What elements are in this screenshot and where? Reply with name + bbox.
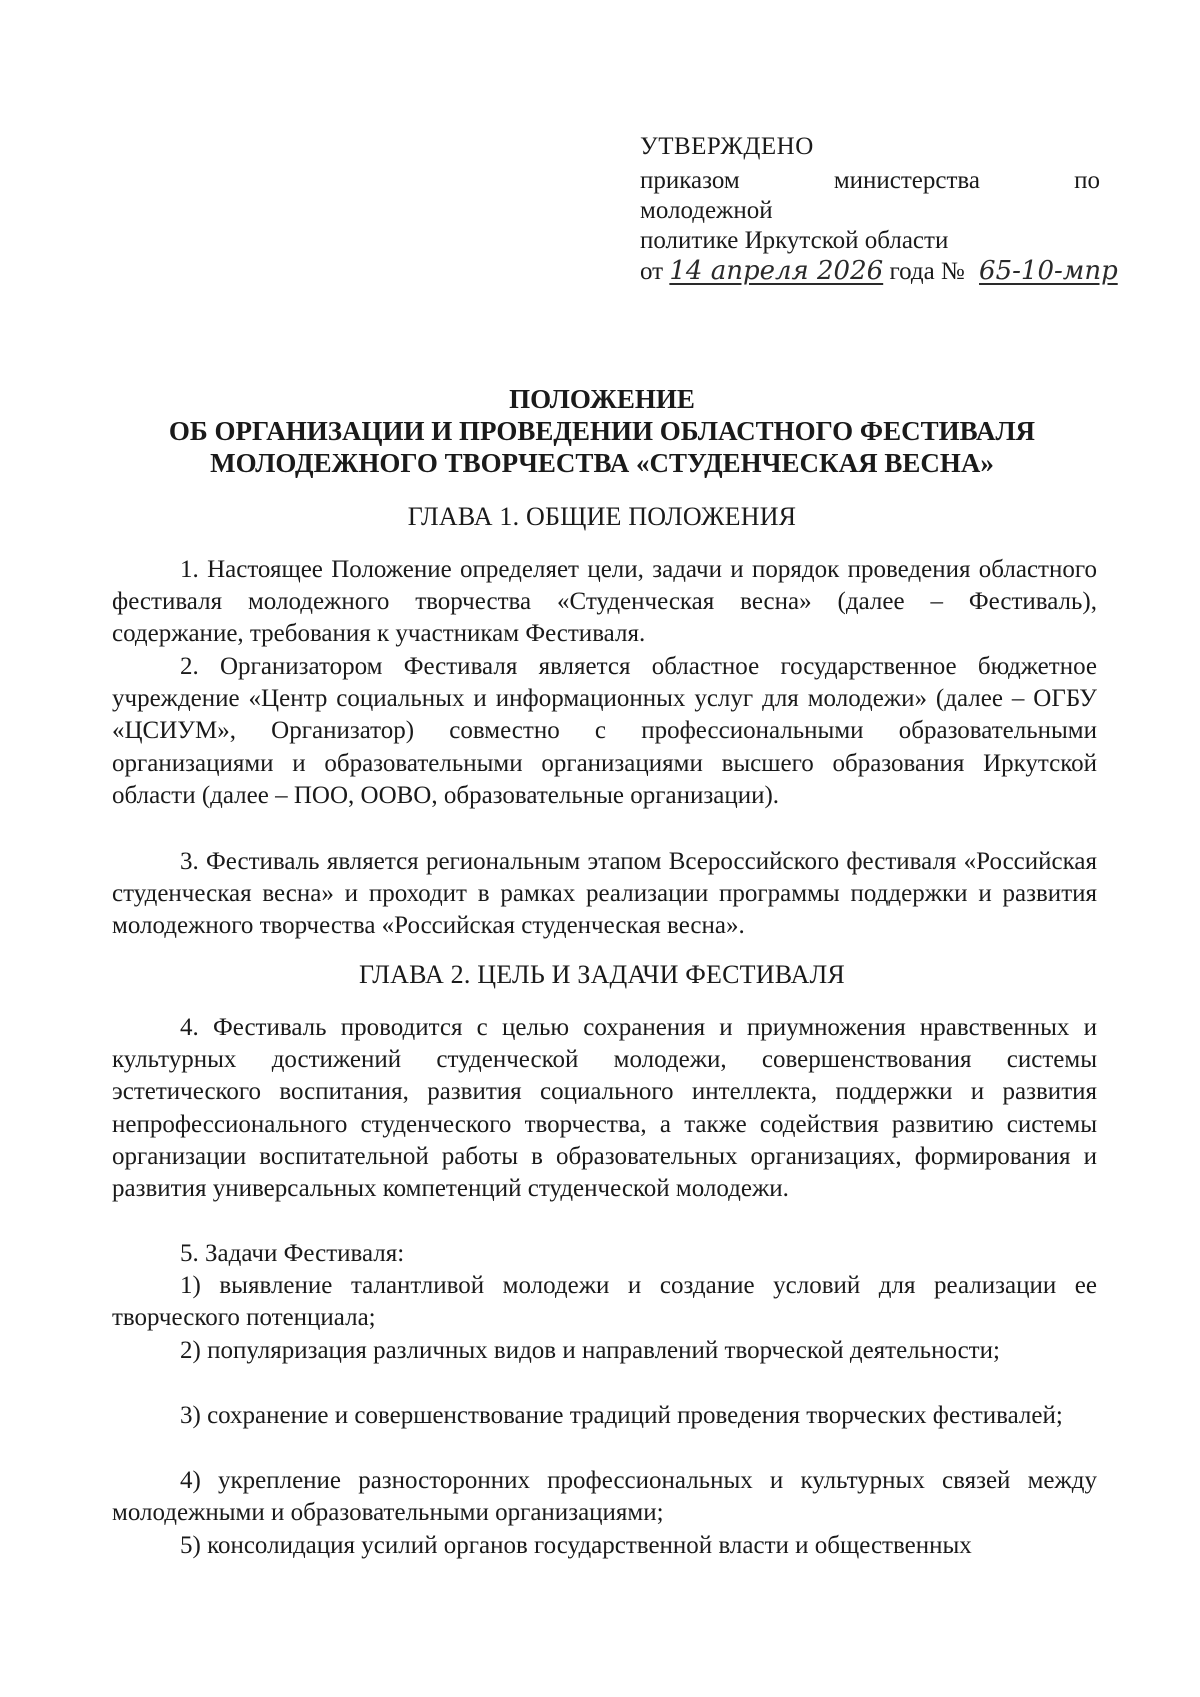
chapter-2-title: ГЛАВА 2. ЦЕЛЬ И ЗАДАЧИ ФЕСТИВАЛЯ: [359, 960, 845, 989]
heading-line-1: ПОЛОЖЕНИЕ: [509, 384, 695, 414]
approval-youth-line: молодежной: [640, 197, 773, 224]
heading-line-2: ОБ ОРГАНИЗАЦИИ И ПРОВЕДЕНИИ ОБЛАСТНОГО ФЕСТИВАЛЯ: [168, 416, 1036, 446]
approval-date-line: [640, 256, 1118, 287]
paragraph-4: 4. Фестиваль проводится с целью сохранения и приумножения нравственных и культурных достижений студенческой молодежи, совершенствования системы эстетического воспитания, развития социального интеллекта, поддержки и развития непрофессионального студенческого творчества, а также содействия развитию системы организации воспитательной работы в образовательных организациях, формирования и развития универсальных компетенций студенческой молодежи.: [112, 1014, 1097, 1203]
approval-from-prefix: от: [640, 258, 664, 285]
task-3: 3) сохранение и совершенствование традиций проведения творческих фестивалей;: [180, 1402, 1063, 1429]
paragraph-5: 5. Задачи Фестиваля:: [180, 1240, 405, 1267]
paragraph-2: 2. Организатором Фестиваля является областное государственное бюджетное учреждение «Центр социальных и информационных услуг для молодежи» (далее – ОГБУ «ЦСИУМ», Организатор) совместно с профессиональными образовательными организациями и образовательными организациями высшего образования Иркутской области (далее – ПОО, ООВО, образовательные организации).: [112, 653, 1097, 809]
approval-title: УТВЕРЖДЕНО: [640, 133, 814, 160]
approval-number-label: года №: [889, 258, 965, 285]
approval-block: [640, 132, 1118, 287]
task-4: 4) укрепление разносторонних профессиональных и культурных связей между молодежными и образовательными организациями;: [112, 1467, 1097, 1527]
task-5: 5) консолидация усилий органов государственной власти и общественных: [180, 1532, 972, 1559]
approval-word-ministry: министерства: [833, 167, 980, 194]
heading-line-3: МОЛОДЕЖНОГО ТВОРЧЕСТВА «СТУДЕНЧЕСКАЯ ВЕСНА»: [210, 448, 994, 478]
handwritten-order-number: 65-10-мпр: [979, 256, 1118, 286]
chapter-1-title: ГЛАВА 1. ОБЩИЕ ПОЛОЖЕНИЯ: [407, 502, 797, 531]
document-heading: [112, 383, 1092, 479]
approval-order-line: [640, 166, 1100, 196]
approval-region-line: политике Иркутской области: [640, 227, 949, 254]
task-1: 1) выявление талантливой молодежи и создание условий для реализации ее творческого потенциала;: [112, 1272, 1097, 1332]
paragraph-1: 1. Настоящее Положение определяет цели, задачи и порядок проведения областного фестиваля молодежного творчества «Студенческая весна» (далее – Фестиваль), содержание, требования к участникам Фестиваля.: [112, 556, 1097, 648]
task-2: 2) популяризация различных видов и направлений творческой деятельности;: [180, 1337, 1000, 1364]
handwritten-date: 14 апреля 2026: [669, 256, 884, 286]
paragraph-3: 3. Фестиваль является региональным этапом Всероссийского фестиваля «Российская студенческая весна» и проходит в рамках реализации программы поддержки и развития молодежного творчества «Российская студенческая весна».: [112, 848, 1097, 940]
approval-word-order: приказом: [640, 167, 740, 194]
approval-word-po: по: [1074, 167, 1100, 194]
